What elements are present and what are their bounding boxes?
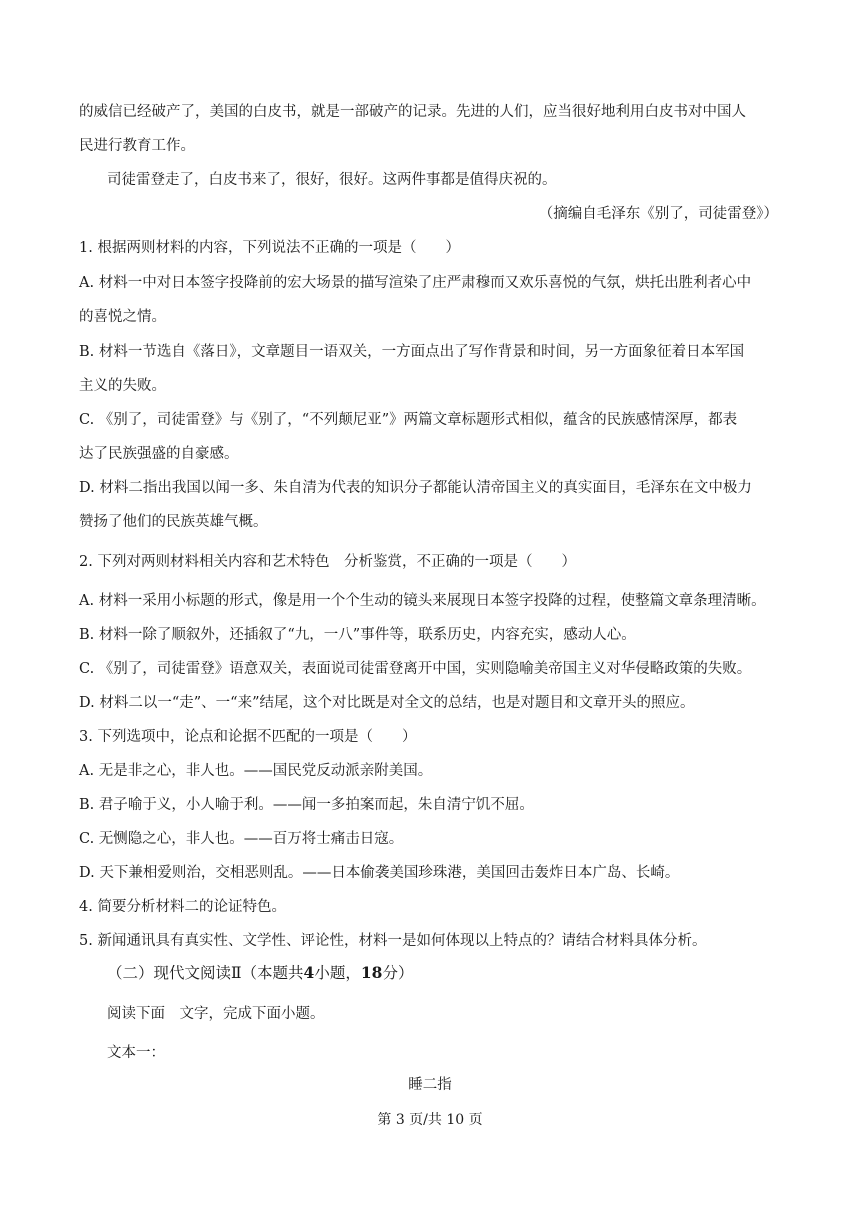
paragraph-line: 民进行教育工作。 bbox=[79, 138, 195, 154]
article-title: 睡二指 bbox=[408, 1077, 452, 1093]
paragraph-line: 的威信已经破产了，美国的白皮书，就是一部破产的记录。先进的人们，应当很好地利用白皮书对中国人 bbox=[79, 104, 746, 120]
option-d: D. 材料二指出我国以闻一多、朱自清为代表的知识分子都能认清帝国主义的真实面目，毛泽东在文中极力 bbox=[79, 480, 752, 496]
option-a: A. 材料一中对日本签字投降前的宏大场景的描写渲染了庄严肃穆而又欢乐喜悦的气氛，烘托出胜利者心中 bbox=[79, 275, 752, 291]
option-d-cont: 赞扬了他们的民族英雄气概。 bbox=[79, 514, 268, 530]
question-5: 5. 新闻通讯具有真实性、文学性、评论性，材料一是如何体现以上特点的？请结合材料具体分析。 bbox=[79, 933, 707, 949]
option-c: C. 无恻隐之心，非人也。——百万将士痛击日寇。 bbox=[79, 831, 404, 847]
source-citation: （摘编自毛泽东《别了，司徒雷登》） bbox=[538, 206, 778, 222]
option-d: D. 材料二以一“走”、一“来”结尾，这个对比既是对全文的总结，也是对题目和文章开头的照应。 bbox=[79, 695, 695, 711]
option-a: A. 材料一采用小标题的形式，像是用一个个生动的镜头来展现日本签字投降的过程，使整篇文章条理清晰。 bbox=[79, 593, 766, 609]
option-b: B. 材料一节选自《落日》，文章题目一语双关，一方面点出了写作背景和时间，另一方面象征着日本军国 bbox=[79, 344, 745, 360]
option-c: C. 《别了，司徒雷登》与《别了，“不列颠尼亚”》两篇文章标题形式相似，蕴含的民族感情深厚，都表 bbox=[79, 412, 738, 428]
option-b: B. 君子喻于义，小人喻于利。——闻一多拍案而起，朱自清宁饥不屈。 bbox=[79, 797, 534, 813]
paragraph-line: 司徒雷登走了，白皮书来了，很好，很好。这两件事都是值得庆祝的。 bbox=[107, 172, 557, 188]
option-b: B. 材料一除了顺叙外，还插叙了“九，一八”事件等，联系历史，内容充实，感动人心。 bbox=[79, 627, 636, 643]
option-c-cont: 达了民族强盛的自豪感。 bbox=[79, 446, 239, 462]
reading-instruction: 阅读下面 文字，完成下面小题。 bbox=[107, 1006, 325, 1022]
question-2: 2. 下列对两则材料相关内容和艺术特色 分析鉴赏，不正确的一项是（ ） bbox=[79, 554, 576, 570]
option-a: A. 无是非之心，非人也。——国民党反动派亲附美国。 bbox=[79, 763, 433, 779]
question-1: 1. 根据两则材料的内容，下列说法不正确的一项是（ ） bbox=[79, 240, 460, 256]
section-heading: （二）现代文阅读Ⅱ（本题共4小题，18分） bbox=[107, 963, 414, 982]
option-d: D. 天下兼相爱则治，交相恶则乱。——日本偷袭美国珍珠港，美国回击轰炸日本广岛、长崎。 bbox=[79, 865, 680, 881]
option-b-cont: 主义的失败。 bbox=[79, 378, 166, 394]
page-footer: 第 3 页/共 10 页 bbox=[377, 1112, 483, 1128]
question-3: 3. 下列选项中，论点和论据不匹配的一项是（ ） bbox=[79, 729, 417, 745]
option-a-cont: 的喜悦之情。 bbox=[79, 309, 166, 325]
text-one-label: 文本一： bbox=[107, 1045, 165, 1061]
option-c: C. 《别了，司徒雷登》语意双关，表面说司徒雷登离开中国，实则隐喻美帝国主义对华侵略政策的失败。 bbox=[79, 661, 752, 677]
question-4: 4. 简要分析材料二的论证特色。 bbox=[79, 899, 286, 915]
